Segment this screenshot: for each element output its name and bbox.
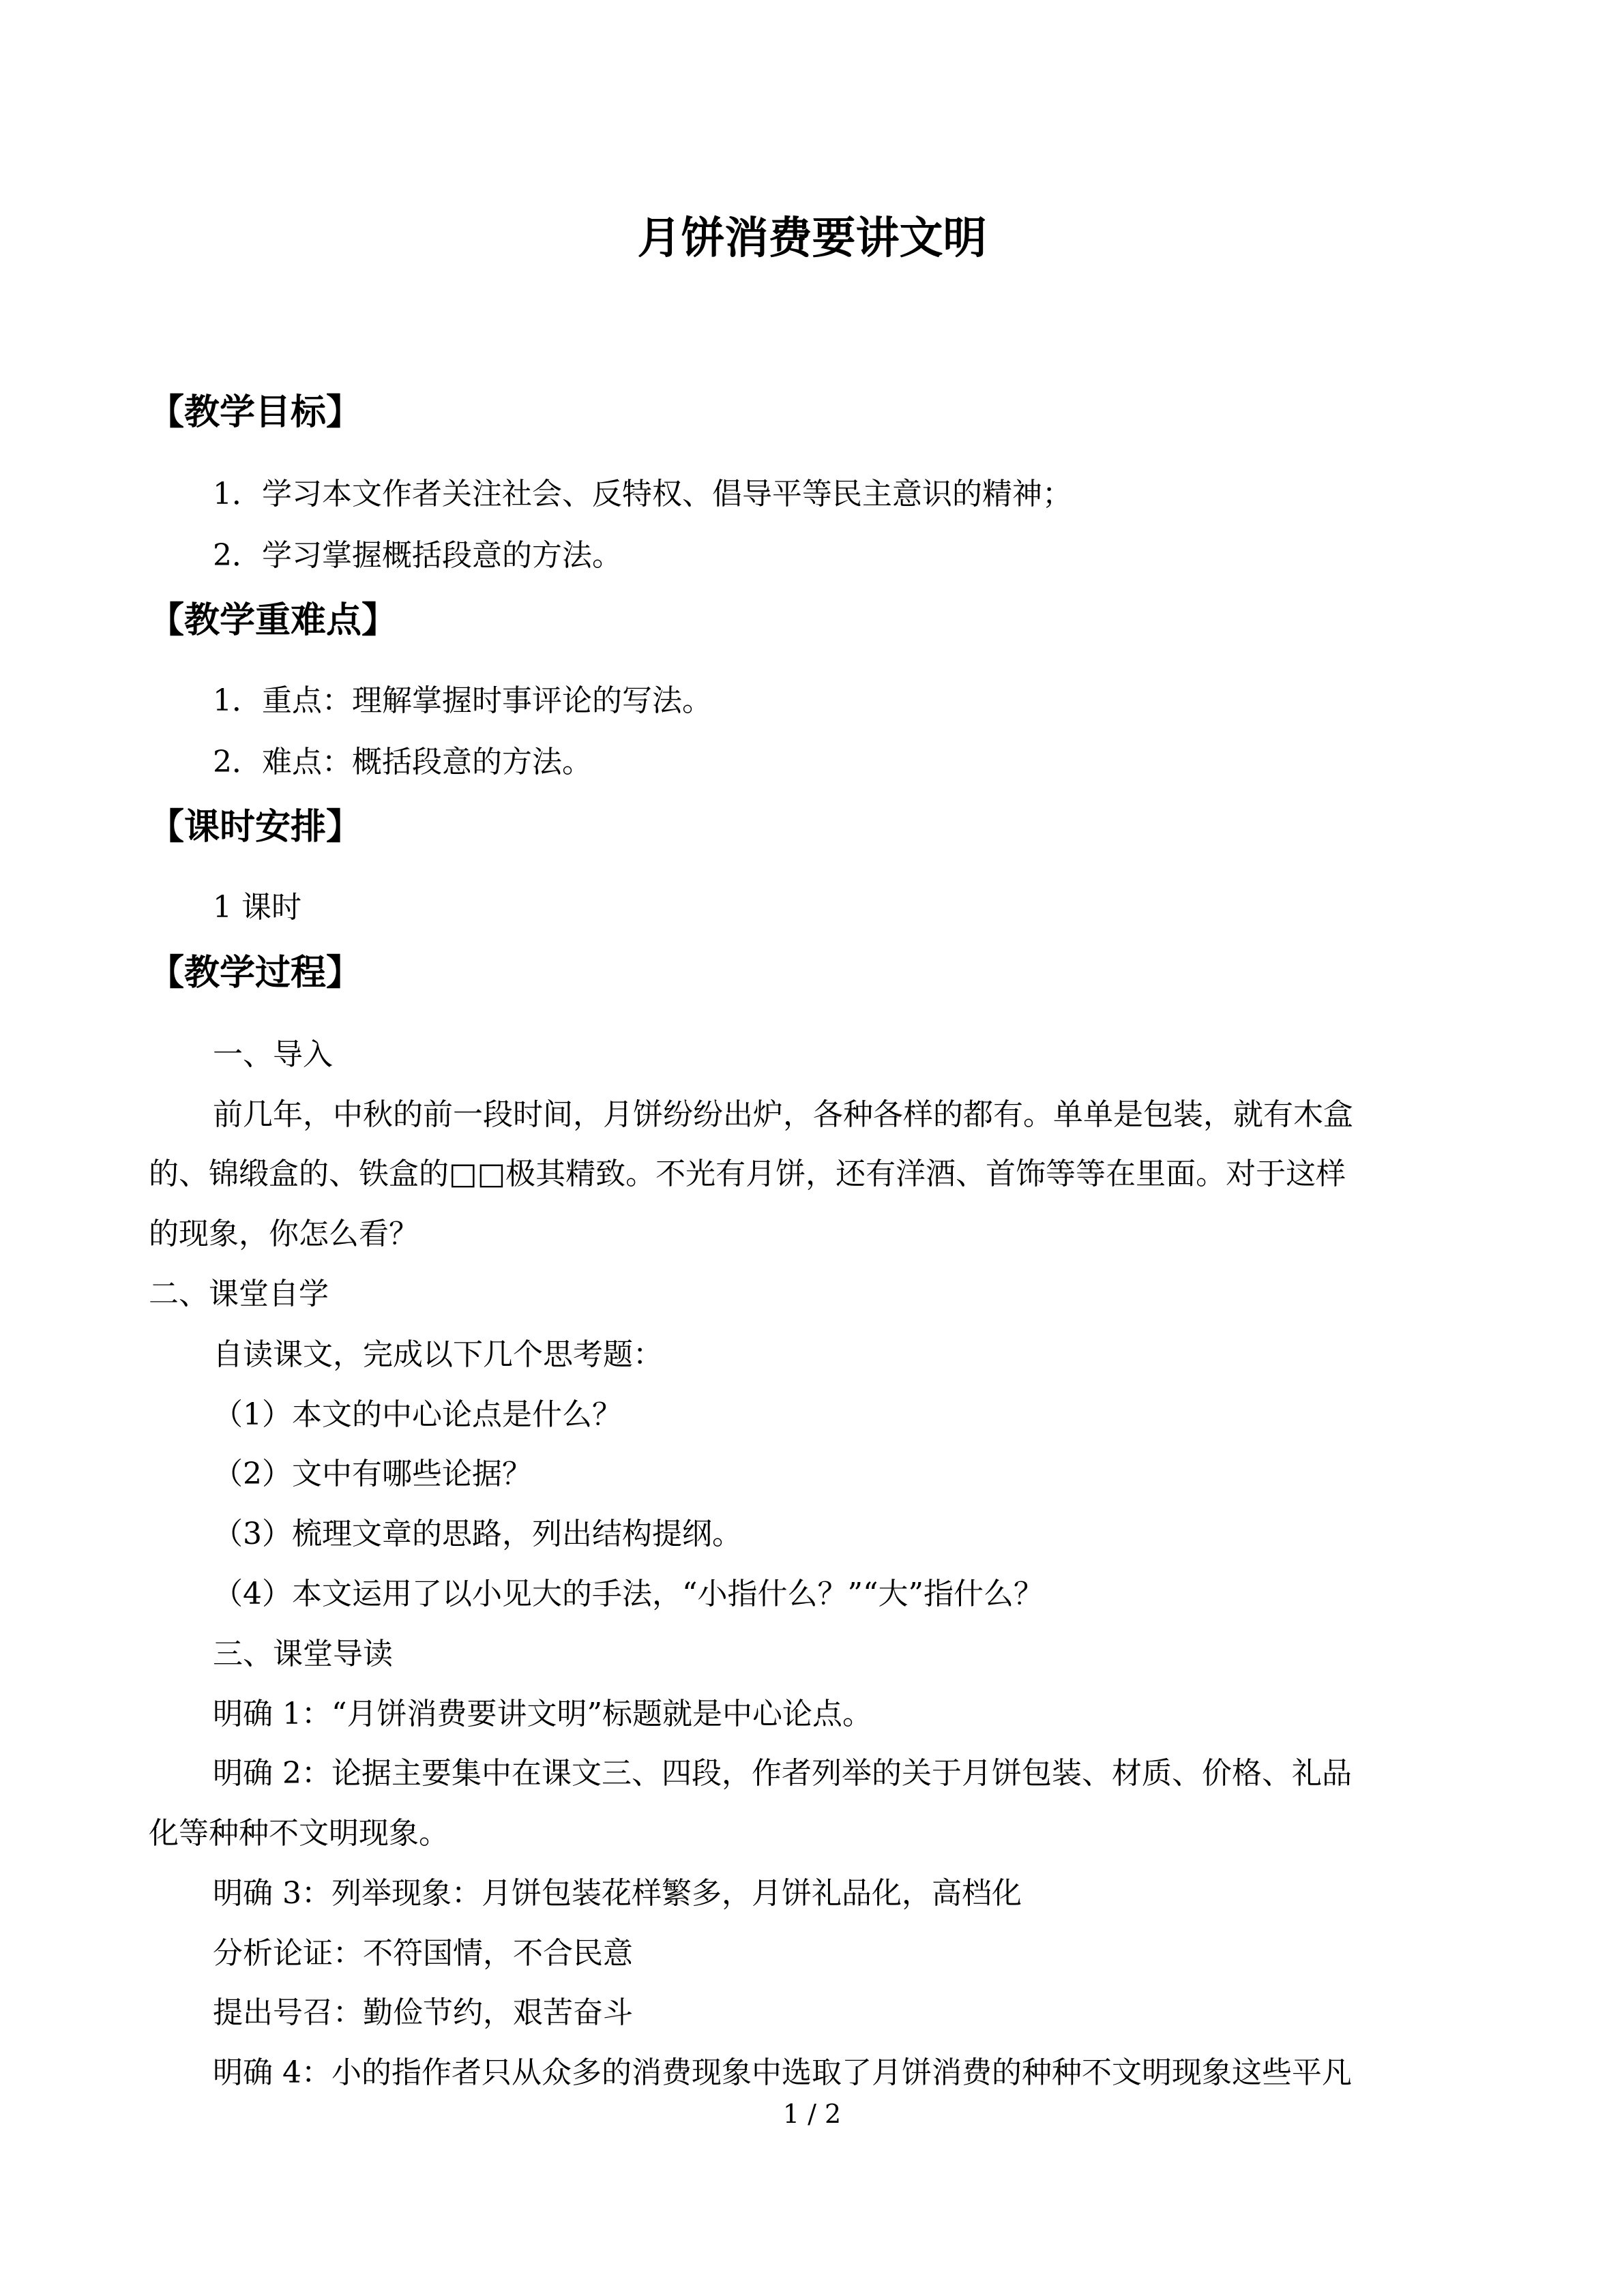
appeal-line: 提出号召：勤俭节约，艰苦奋斗 bbox=[213, 1995, 633, 2030]
clarify-2-line-1: 明确 2：论据主要集中在课文三、四段，作者列举的关于月饼包装、材质、价格、礼品 bbox=[213, 1756, 1352, 1791]
section-heading-teaching-goals: 【教学目标】 bbox=[149, 391, 362, 433]
analysis-line: 分析论证：不符国情，不合民意 bbox=[213, 1936, 633, 1971]
part1-paragraph-line: 的现象，你怎么看？ bbox=[149, 1217, 419, 1251]
part2-intro: 自读课文，完成以下几个思考题： bbox=[213, 1337, 663, 1372]
section-heading-schedule: 【课时安排】 bbox=[149, 806, 362, 848]
part2-title: 二、课堂自学 bbox=[149, 1277, 329, 1311]
goal-item-1: 1．学习本文作者关注社会、反特权、倡导平等民主意识的精神； bbox=[213, 477, 1072, 511]
keypoint-item-1: 1．重点：理解掌握时事评论的写法。 bbox=[213, 683, 712, 718]
part1-paragraph-line: 前几年，中秋的前一段时间，月饼纷纷出炉，各种各样的都有。单单是包装，就有木盒 bbox=[213, 1097, 1353, 1132]
part3-title: 三、课堂导读 bbox=[213, 1637, 393, 1671]
page-number: 1 / 2 bbox=[782, 2099, 842, 2129]
section-heading-key-difficult-points: 【教学重难点】 bbox=[149, 599, 398, 641]
part2-question-1: （1）本文的中心论点是什么？ bbox=[213, 1397, 622, 1432]
part1-title: 一、导入 bbox=[213, 1037, 333, 1072]
schedule-text: 1 课时 bbox=[213, 890, 301, 925]
part2-question-2: （2）文中有哪些论据？ bbox=[213, 1457, 532, 1491]
part2-question-3: （3）梳理文章的思路，列出结构提纲。 bbox=[213, 1517, 742, 1551]
clarify-1: 明确 1：“月饼消费要讲文明”标题就是中心论点。 bbox=[213, 1697, 872, 1731]
clarify-4: 明确 4：小的指作者只从众多的消费现象中选取了月饼消费的种种不文明现象这些平凡 bbox=[213, 2055, 1352, 2090]
part2-question-4: （4）本文运用了以小见大的手法，“小指什么？”“大”指什么？ bbox=[213, 1577, 1044, 1611]
keypoint-item-2: 2．难点：概括段意的方法。 bbox=[213, 745, 592, 779]
goal-item-2: 2．学习掌握概括段意的方法。 bbox=[213, 538, 622, 573]
clarify-3: 明确 3：列举现象：月饼包装花样繁多，月饼礼品化，高档化 bbox=[213, 1876, 1022, 1911]
clarify-2-line-2: 化等种种不文明现象。 bbox=[149, 1816, 449, 1851]
section-heading-process: 【教学过程】 bbox=[149, 952, 362, 994]
page-title: 月饼消费要讲文明 bbox=[637, 213, 987, 264]
part1-paragraph-line: 的、锦缎盒的、铁盒的□□极其精致。不光有月饼，还有洋酒、首饰等等在里面。对于这样 bbox=[149, 1157, 1346, 1191]
